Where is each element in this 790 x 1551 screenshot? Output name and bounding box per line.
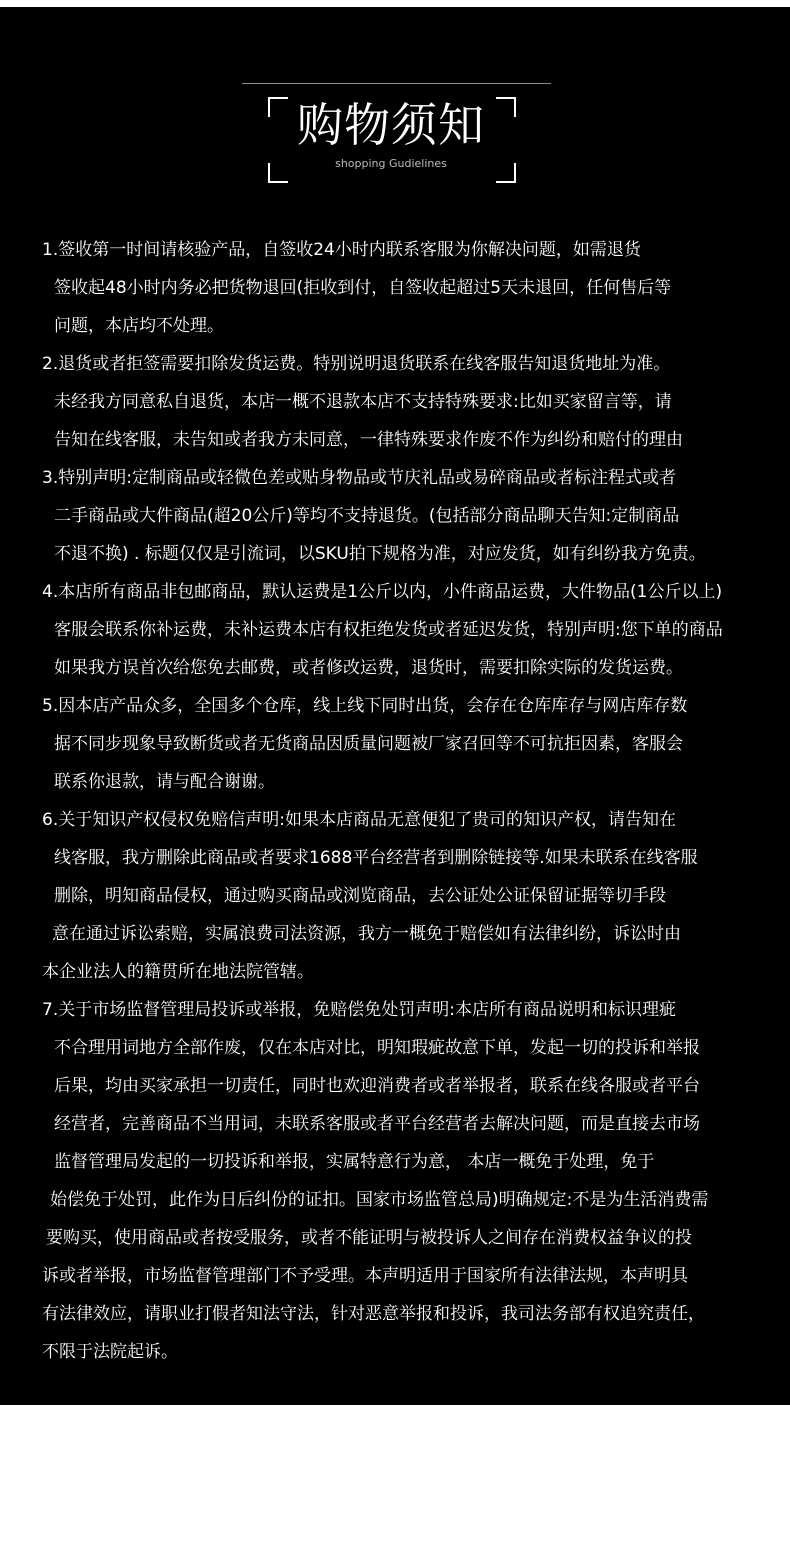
notice-line: 联系你退款，请与配合谢谢。 [54, 772, 275, 792]
notice-line: 不退不换) . 标题仅仅是引流词，以SKU拍下规格为准，对应发货，如有纠纷我方免责。 [54, 544, 706, 564]
notice-line: 要购买，使用商品或者按受服务，或者不能证明与被投诉人之间存在消费权益争议的投 [46, 1228, 692, 1248]
notice-line: 问题，本店均不处理。 [54, 316, 224, 336]
notice-panel [0, 7, 790, 1405]
notice-line: 3.特别声明:定制商品或轻微色差或贴身物品或节庆礼品或易碎商品或者标注程式或者 [42, 468, 676, 488]
notice-line: 不限于法院起诉。 [42, 1342, 178, 1362]
notice-line: 告知在线客服，未告知或者我方未同意，一律特殊要求作废不作为纠纷和赔付的理由 [54, 430, 683, 450]
notice-line: 线客服，我方删除此商品或者要求1688平台经营者到删除链接等.如果未联系在线客服 [54, 848, 698, 868]
top-divider [242, 83, 551, 84]
notice-line: 监督管理局发起的一切投诉和举报，实属特意行为意， 本店一概免于处理，免于 [54, 1152, 655, 1172]
notice-line: 二手商品或大件商品(超20公斤)等均不支持退货。(包括部分商品聊天告知:定制商品 [54, 506, 680, 526]
notice-line: 不合理用词地方全部作废，仅在本店对比，明知瑕疵故意下单，发起一切的投诉和举报 [54, 1038, 700, 1058]
notice-line: 后果，均由买家承担一切责任，同时也欢迎消费者或者举报者，联系在线各服或者平台 [54, 1076, 700, 1096]
notice-line: 诉或者举报，市场监督管理部门不予受理。本声明适用于国家所有法律法规，本声明具 [42, 1266, 688, 1286]
notice-line: 5.因本店产品众多，全国多个仓库，线上线下同时出货，会存在仓库库存与网店库存数 [42, 696, 688, 716]
notice-line: 未经我方同意私自退货，本店一概不退款本店不支持特殊要求:比如买家留言等，请 [54, 392, 672, 412]
notice-line: 本企业法人的籍贯所在地法院管辖。 [42, 962, 314, 982]
notice-line: 经营者，完善商品不当用词，未联系客服或者平台经营者去解决问题，而是直接去市场 [54, 1114, 700, 1134]
notice-line: 1.签收第一时间请核验产品，自签收24小时内联系客服为你解决问题，如需退货 [42, 240, 641, 260]
notice-line: 2.退货或者拒签需要扣除发货运费。特别说明退货联系在线客服告知退货地址为准。 [42, 354, 671, 374]
notice-line: 4.本店所有商品非包邮商品，默认运费是1公斤以内，小件商品运费，大件物品(1公斤以上) [42, 582, 723, 602]
notice-line: 始偿免于处罚，此作为日后纠份的证扣。国家市场监管总局)明确规定:不是为生活消费需 [50, 1190, 709, 1210]
notice-line: 如果我方误首次给您免去邮费，或者修改运费，退货时，需要扣除实际的发货运费。 [54, 658, 683, 678]
notice-line: 6.关于知识产权侵权免赔信声明:如果本店商品无意便犯了贵司的知识产权，请告知在 [42, 810, 676, 830]
notice-line: 据不同步现象导致断货或者无货商品因质量问题被厂家召回等不可抗拒因素，客服会 [54, 734, 683, 754]
notice-line: 有法律效应，请职业打假者知法守法，针对恶意举报和投诉，我司法务部有权追究责任， [42, 1304, 705, 1324]
page-title: 购物须知 [297, 98, 485, 152]
page-subtitle: shopping Gudielines [335, 157, 447, 170]
notice-line: 客服会联系你补运费，未补运费本店有权拒绝发货或者延迟发货，特别声明:您下单的商品 [54, 620, 723, 640]
notice-line: 意在通过诉讼索赔，实属浪费司法资源，我方一概免于赔偿如有法律纠纷，诉讼时由 [52, 924, 681, 944]
notice-line: 7.关于市场监督管理局投诉或举报，免赔偿免处罚声明:本店所有商品说明和标识理疵 [42, 1000, 676, 1020]
notice-line: 签收起48小时内务必把货物退回(拒收到付，自签收起超过5天未退回，任何售后等 [54, 278, 672, 298]
notice-line: 删除，明知商品侵权，通过购买商品或浏览商品，去公证处公证保留证据等切手段 [54, 886, 666, 906]
